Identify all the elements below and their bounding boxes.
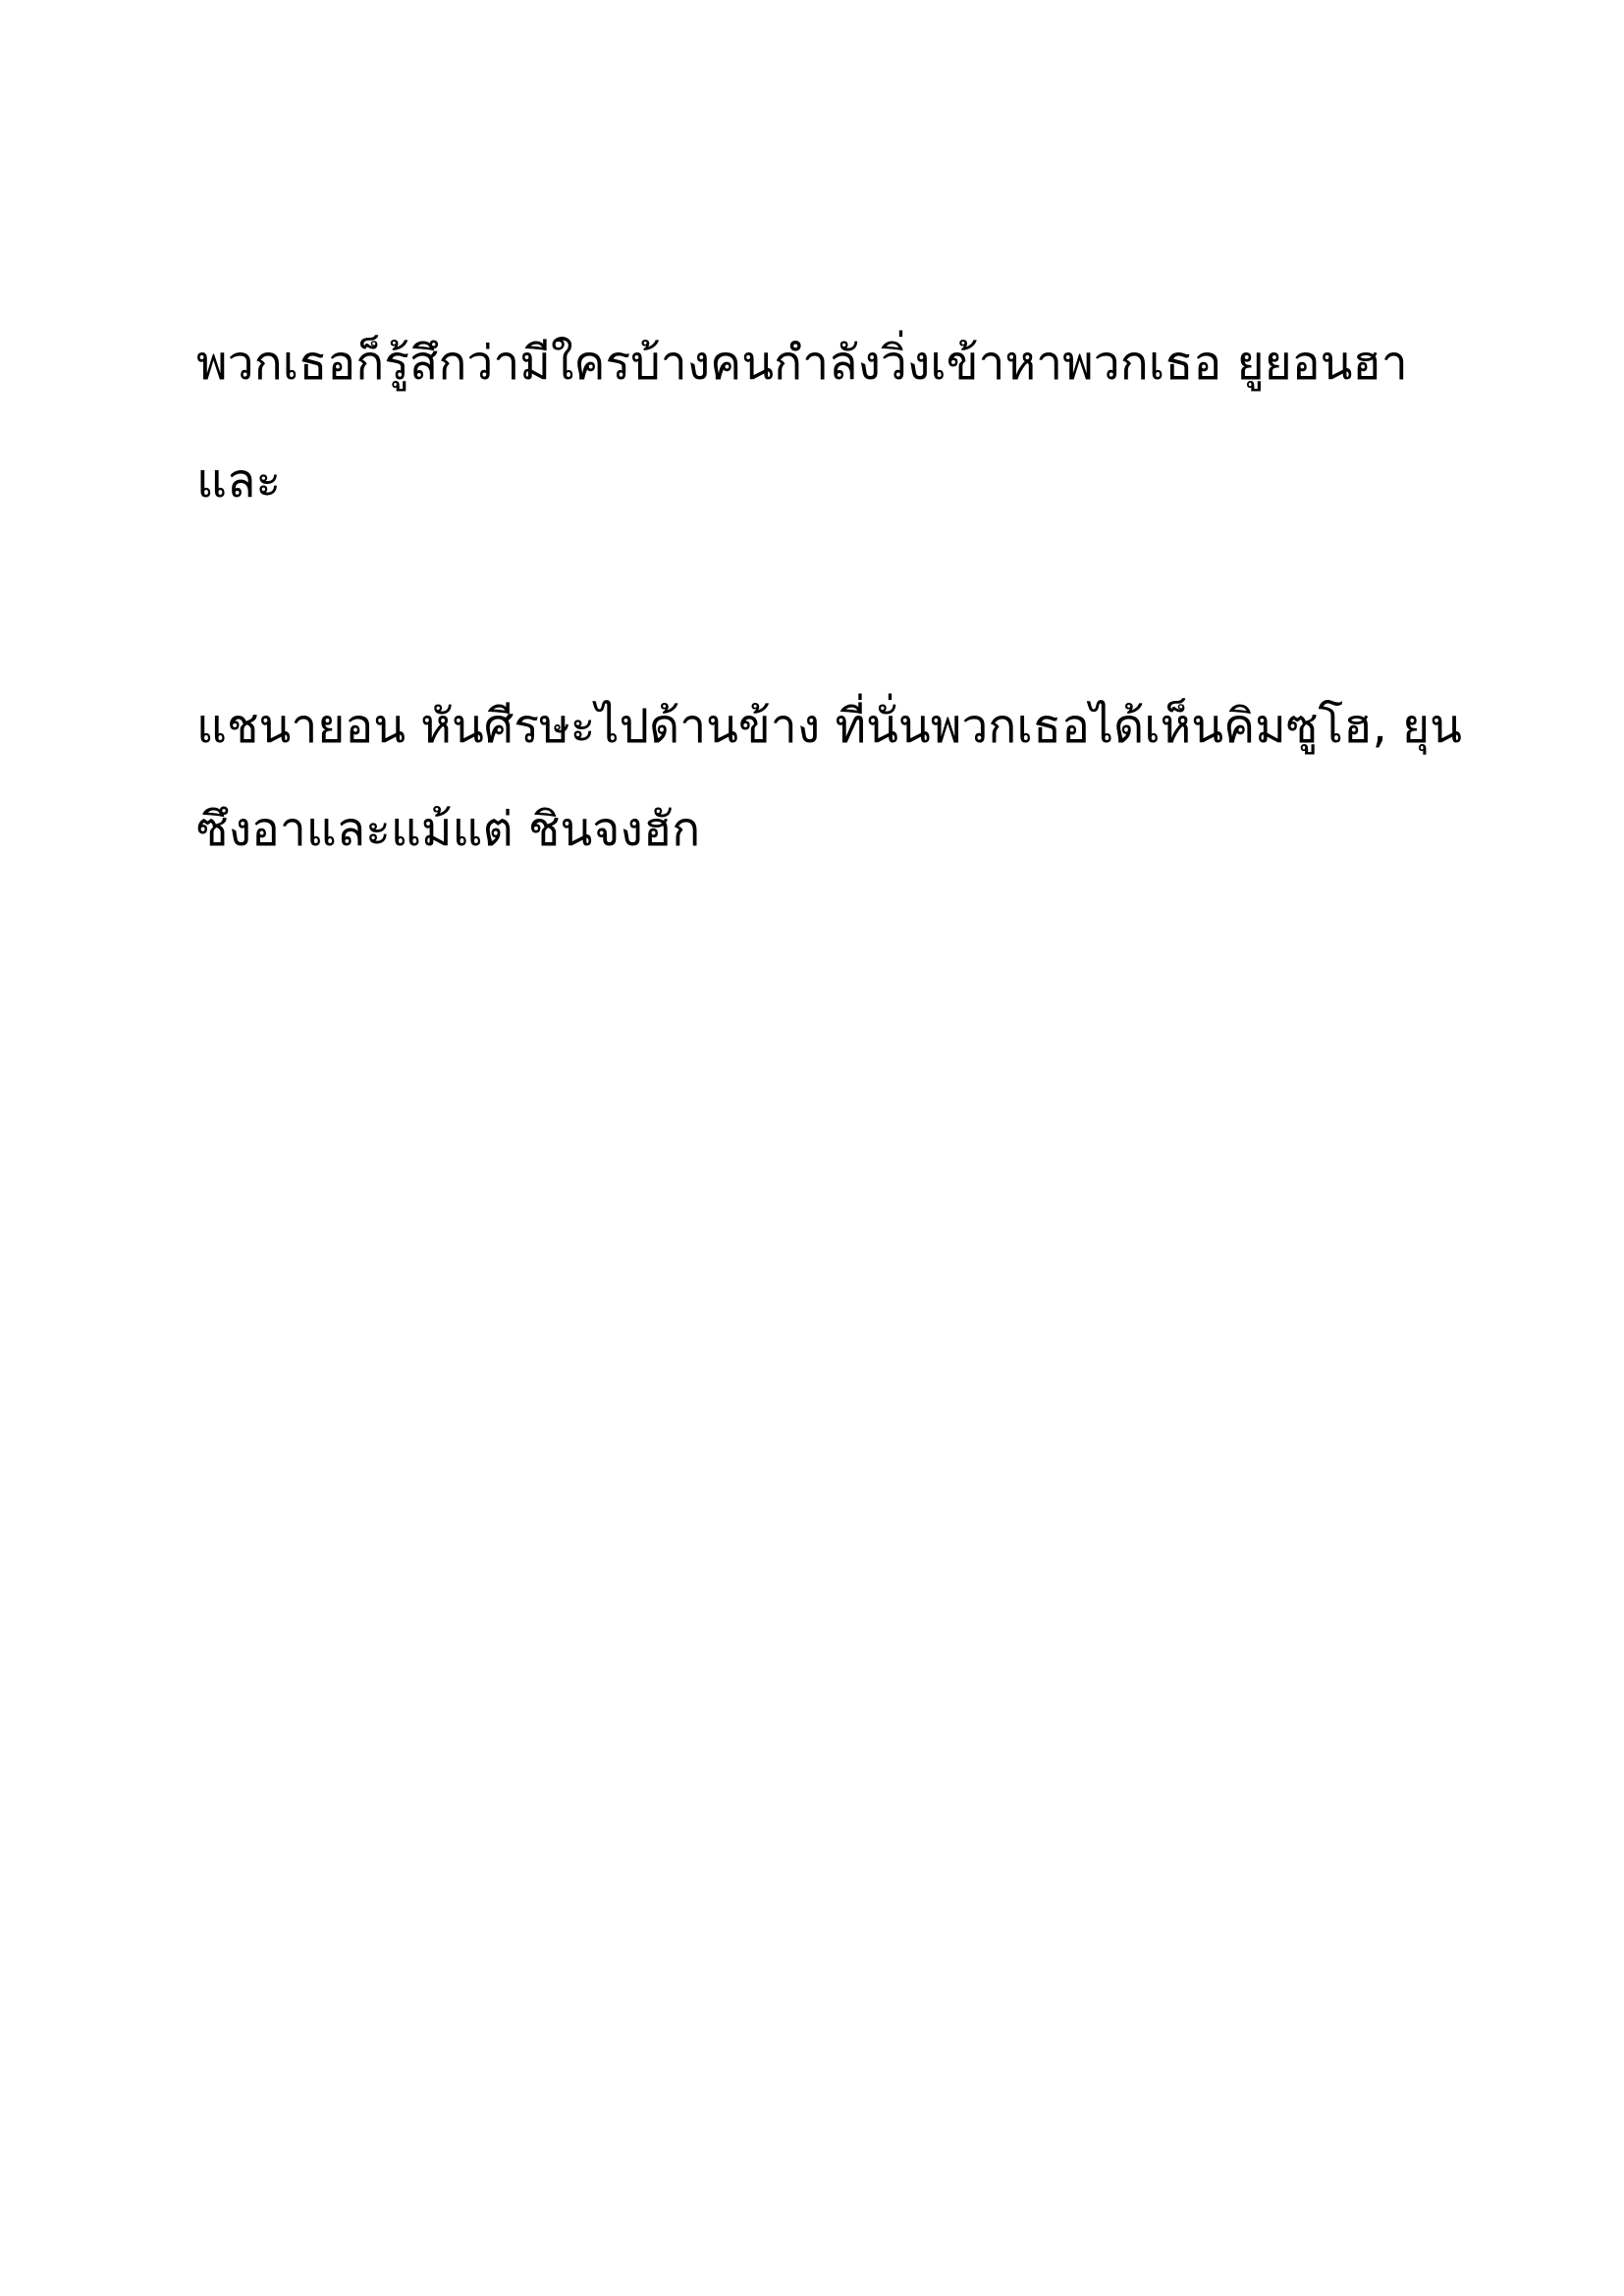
paragraph-2-line-1: แชนายอน หันศีรษะไปด้านข้าง ที่นั่นพวกเธอได้เห็นคิมซูโฮ, ยุน xyxy=(196,699,1462,754)
paragraph-1-line-1: พวกเธอก็รู้สึกว่ามีใครบ้างคนกำลังวิ่งเข้าหาพวกเธอ ยูยอนฮา xyxy=(196,336,1408,391)
paragraph-2-line-2: ซึงอาและแม้แต่ ชินจงฮัก xyxy=(196,802,701,857)
paragraph-1-line-2: และ xyxy=(196,454,282,508)
